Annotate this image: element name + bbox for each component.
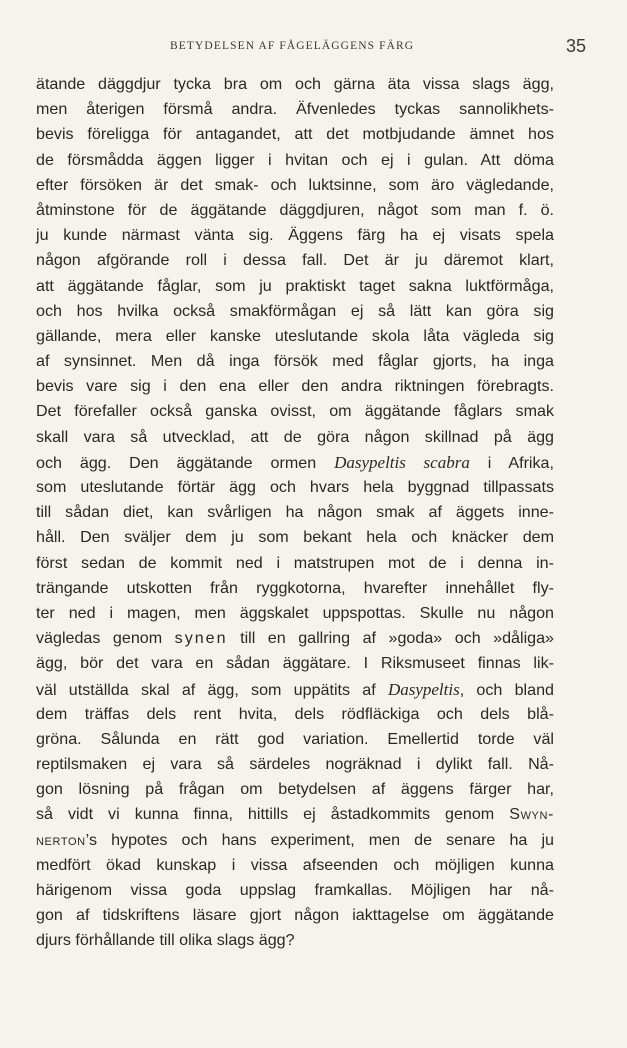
- text-line: som uteslutande förtär ägg och hvars hela byggnad tillpassats: [36, 478, 554, 496]
- text-line: ter ned i magen, men äggskalet uppspottas. Skulle nu någon: [36, 603, 554, 622]
- text-segment: vägledas genom: [36, 629, 175, 648]
- text-line: de försmådda äggen ligger i hvitan och ej i gulan. Att döma: [36, 150, 554, 169]
- text-line: håll. Den sväljer dem ju som bekant hela och knäcker dem: [36, 528, 554, 547]
- text-segment: till en gallring af »goda» och »dåliga»: [227, 629, 555, 648]
- text-line-final: djurs förhållande till olika slags ägg?: [36, 931, 295, 950]
- running-title: BETYDELSEN AF FÅGELÄGGENS FÄRG: [170, 40, 415, 52]
- text-line: åtminstone för de äggätande däggdjuren, något som man f. ö.: [36, 200, 554, 219]
- text-segment: så vidt vi kunna finna, hittills ej åstadkommits genom: [36, 805, 510, 824]
- text-line: medfört ökad kunskap i vissa afseenden och möjligen kunna: [36, 855, 554, 874]
- text-line: gon lösning på frågan om betydelsen af äggens färger har,: [36, 780, 554, 799]
- text-line: af synsinnet. Men då inga försök med fåglar gjorts, ha inga: [36, 352, 554, 371]
- text-line: reptilsmaken ej vara så särdeles nogräknad i dylikt fall. Nå-: [36, 755, 554, 774]
- text-line-with-species-name: [36, 450, 554, 475]
- text-segment: , och bland: [459, 680, 554, 699]
- text-line: till sådan diet, kan svårligen ha någon smak af äggets inne-: [36, 503, 554, 522]
- author-name-swynnerton-part2: nerton: [36, 830, 86, 849]
- text-segment: väl utställda skal af ägg, som uppätits af: [36, 680, 388, 699]
- text-line: efter försöken är det smak- och luktsinne, som äro vägledande,: [36, 175, 554, 194]
- text-line: ägg, bör det vara en sådan äggätare. I Riksmuseet finnas lik-: [36, 654, 554, 673]
- text-line: gon af tidskriftens läsare gjort någon iakttagelse om äggätande: [36, 906, 554, 925]
- text-line: Det förefaller också ganska ovisst, om äggätande fåglars smak: [36, 402, 554, 421]
- text-line: trängande utskotten från ryggkotorna, hvarefter innehållet fly-: [36, 578, 554, 597]
- text-segment: ’s hypotes och hans experiment, men de senare ha ju: [85, 830, 554, 849]
- species-name-dasypeltis-scabra: Dasypeltis scabra: [334, 452, 470, 472]
- text-line: gällande, mera eller kanske uteslutande skola låta vägleda sig: [36, 326, 554, 345]
- text-line: ätande däggdjur tycka bra om och gärna äta vissa slags ägg,: [36, 75, 554, 93]
- text-line-with-author-name: [36, 802, 554, 827]
- text-line: gröna. Sålunda en rätt god variation. Emellertid torde väl: [36, 729, 554, 748]
- body-text: [36, 72, 554, 954]
- text-line-with-author-name: [36, 828, 554, 853]
- text-line: att äggätande fåglar, som ju praktiskt taget sakna luktförmåga,: [36, 276, 554, 295]
- text-segment: i Afrika,: [469, 453, 554, 472]
- text-line: men återigen försmå andra. Äfvenledes tyckas sannolikhets-: [36, 100, 554, 119]
- text-line: skall vara så utvecklad, att de göra någon skillnad på ägg: [36, 427, 554, 446]
- text-line: härigenom vissa goda uppslag framkallas. Möjligen har nå-: [36, 881, 554, 899]
- text-line: dem träffas dels rent hvita, dels rödfläckiga och dels blå-: [36, 704, 554, 723]
- text-line: ju kunde närmast vänta sig. Äggens färg ha ej visats spela: [36, 226, 554, 245]
- author-name-swynnerton-part1: Swyn-: [509, 805, 554, 824]
- text-segment: och ägg. Den äggätande ormen: [36, 453, 335, 472]
- text-line: någon afgörande roll i dessa fall. Det är ju däremot klart,: [36, 251, 554, 270]
- text-line: först sedan de kommit ned i matstrupen mot de i denna in-: [36, 553, 554, 572]
- text-line: bevis föreligga för antagandet, att det motbjudande ämnet hos: [36, 125, 554, 144]
- species-name-dasypeltis: Dasypeltis: [387, 679, 460, 699]
- spaced-emphasis-synen: synen: [174, 629, 228, 648]
- text-line: och hos hvilka också smakförmågan ej så lätt kan göra sig: [36, 301, 554, 320]
- text-line-with-species-name: [36, 677, 554, 702]
- text-line: bevis vare sig i den ena eller den andra riktningen förebragts.: [36, 377, 554, 396]
- text-line-with-spaced-word: [36, 626, 554, 651]
- page-number: 35: [566, 36, 587, 56]
